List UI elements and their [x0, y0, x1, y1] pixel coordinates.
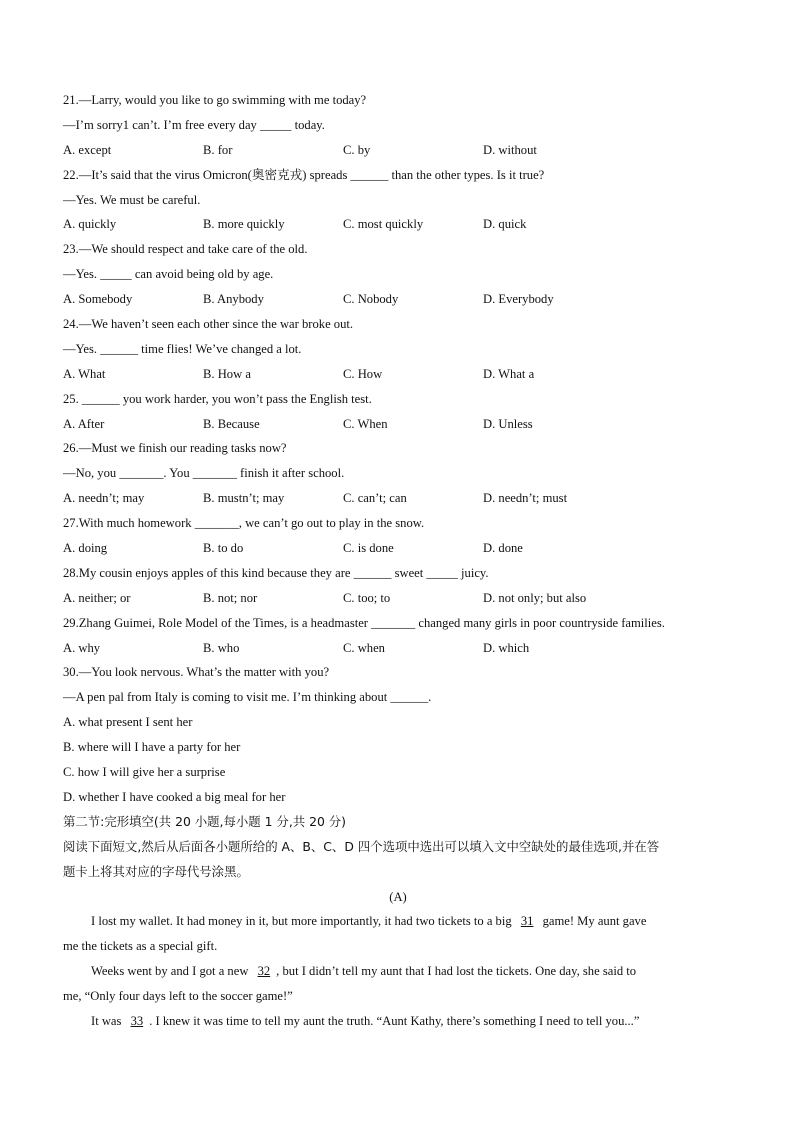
- option-a: A. quickly: [63, 217, 117, 232]
- question-21: [63, 88, 733, 163]
- option-c: C. most quickly: [343, 217, 424, 232]
- question-stem: 28.My cousin enjoys apples of this kind because they are ______ sweet _____ juicy.: [63, 565, 489, 580]
- option-d: D. not only; but also: [483, 590, 587, 605]
- option-c: C. is done: [343, 541, 394, 556]
- passage-text: Weeks went by and I got a new: [91, 964, 249, 979]
- option-a: A. neither; or: [63, 590, 131, 605]
- option-c: C. by: [343, 142, 371, 157]
- option-b: B. who: [203, 640, 240, 655]
- option-b: B. not; nor: [203, 590, 258, 605]
- option-d: D. needn’t; must: [483, 491, 568, 506]
- passage-text: It was: [91, 1013, 122, 1028]
- option-d: D. whether I have cooked a big meal for her: [63, 789, 286, 804]
- option-c: C. How: [343, 366, 383, 381]
- passage-text: , but I didn’t tell my aunt that I had lost the tickets. One day, she said to: [276, 964, 637, 979]
- question-stem: 22.—It’s said that the virus Omicron(奥密克戎) spreads ______ than the other types. Is it true?: [63, 167, 545, 182]
- option-a: A. what present I sent her: [63, 715, 193, 730]
- question-stem: 30.—You look nervous. What’s the matter with you?: [63, 665, 330, 680]
- option-b: B. for: [203, 142, 233, 157]
- option-c: C. Nobody: [343, 292, 399, 307]
- question-stem: 25. ______ you work harder, you won’t pass the English test.: [63, 391, 372, 406]
- question-29: [63, 611, 733, 661]
- question-24: [63, 312, 733, 387]
- question-stem: 27.With much homework _______, we can’t go out to play in the snow.: [63, 516, 425, 531]
- passage-text: game! My aunt gave: [542, 914, 647, 929]
- question-stem: —A pen pal from Italy is coming to visit me. I’m thinking about ______.: [63, 690, 432, 705]
- passage-text: me, “Only four days left to the soccer game!”: [63, 989, 293, 1004]
- question-27: [63, 511, 733, 561]
- section-heading: 第二节:完形填空(共 20 小题,每小题 1 分,共 20 分): [63, 813, 347, 829]
- option-b: B. to do: [203, 541, 244, 556]
- question-22: [63, 163, 733, 238]
- options-row: [63, 362, 733, 387]
- section-instruction: 阅读下面短文,然后从后面各小题所给的 A、B、C、D 四个选项中选出可以填入文中空缺处的最佳选项,并在答: [63, 838, 660, 854]
- options-row: [63, 636, 733, 661]
- passage-text: I lost my wallet. It had money in it, but more importantly, it had two tickets to a big: [91, 914, 512, 929]
- options-row: [63, 138, 733, 163]
- option-c: C. how I will give her a surprise: [63, 765, 226, 780]
- question-stem: 26.—Must we finish our reading tasks now?: [63, 441, 287, 456]
- question-stem: —Yes. We must be careful.: [63, 192, 201, 207]
- option-b: B. Because: [203, 416, 260, 431]
- section-instruction: 题卡上将其对应的字母代号涂黑。: [63, 863, 249, 879]
- passage-paragraph: [63, 909, 733, 934]
- options-row: [63, 486, 733, 511]
- option-c: C. can’t; can: [343, 491, 407, 506]
- passage-text: . I knew it was time to tell my aunt the truth. “Aunt Kathy, there’s something I need to tell you...”: [149, 1013, 640, 1028]
- option-a: A. except: [63, 142, 112, 157]
- options-row: [63, 536, 733, 561]
- passage-text: me the tickets as a special gift.: [63, 939, 218, 954]
- question-stem: 21.—Larry, would you like to go swimming with me today?: [63, 93, 367, 107]
- option-b: B. more quickly: [203, 217, 285, 232]
- option-d: D. without: [483, 142, 537, 157]
- option-d: D. quick: [483, 217, 527, 232]
- option-a: A. why: [63, 640, 101, 655]
- question-stem: 23.—We should respect and take care of the old.: [63, 242, 308, 257]
- question-28: [63, 561, 733, 611]
- option-a: A. Somebody: [63, 292, 133, 307]
- passage-label: (A): [389, 889, 407, 904]
- question-stem: 29.Zhang Guimei, Role Model of the Times, is a headmaster _______ changed many girls in poor countryside families.: [63, 615, 665, 630]
- options-row: [63, 412, 733, 437]
- question-26: [63, 436, 733, 511]
- question-23: [63, 237, 733, 312]
- option-d: D. which: [483, 640, 530, 655]
- option-b: B. mustn’t; may: [203, 491, 285, 506]
- question-stem: —I’m sorry1 can’t. I’m free every day _____ today.: [63, 117, 325, 132]
- question-stem: —Yes. _____ can avoid being old by age.: [63, 267, 274, 282]
- option-d: D. Everybody: [483, 292, 554, 307]
- option-d: D. What a: [483, 366, 535, 381]
- option-c: C. when: [343, 640, 385, 655]
- option-b: B. where will I have a party for her: [63, 740, 241, 755]
- question-stem: —No, you _______. You _______ finish it after school.: [63, 466, 345, 481]
- question-stem: —Yes. ______ time flies! We’ve changed a lot.: [63, 341, 302, 356]
- option-c: C. When: [343, 416, 388, 431]
- option-b: B. Anybody: [203, 292, 264, 307]
- question-stem: 24.—We haven’t seen each other since the war broke out.: [63, 317, 354, 332]
- cloze-blank-31: 31: [520, 914, 534, 929]
- question-25: [63, 387, 733, 437]
- option-a: A. After: [63, 416, 105, 431]
- option-d: D. done: [483, 541, 523, 556]
- option-a: A. doing: [63, 541, 108, 556]
- option-a: A. What: [63, 366, 106, 381]
- question-30: [63, 660, 733, 809]
- options-row: [63, 287, 733, 312]
- passage-paragraph: [63, 959, 733, 984]
- option-d: D. Unless: [483, 416, 533, 431]
- option-c: C. too; to: [343, 590, 391, 605]
- options-row: [63, 586, 733, 611]
- section-cloze: [63, 810, 733, 1034]
- cloze-blank-33: 33: [130, 1013, 144, 1028]
- options-row: [63, 212, 733, 237]
- option-b: B. How a: [203, 366, 251, 381]
- exam-page: [63, 88, 733, 1034]
- passage-paragraph: [63, 1009, 733, 1034]
- option-a: A. needn’t; may: [63, 491, 145, 506]
- cloze-blank-32: 32: [257, 964, 271, 979]
